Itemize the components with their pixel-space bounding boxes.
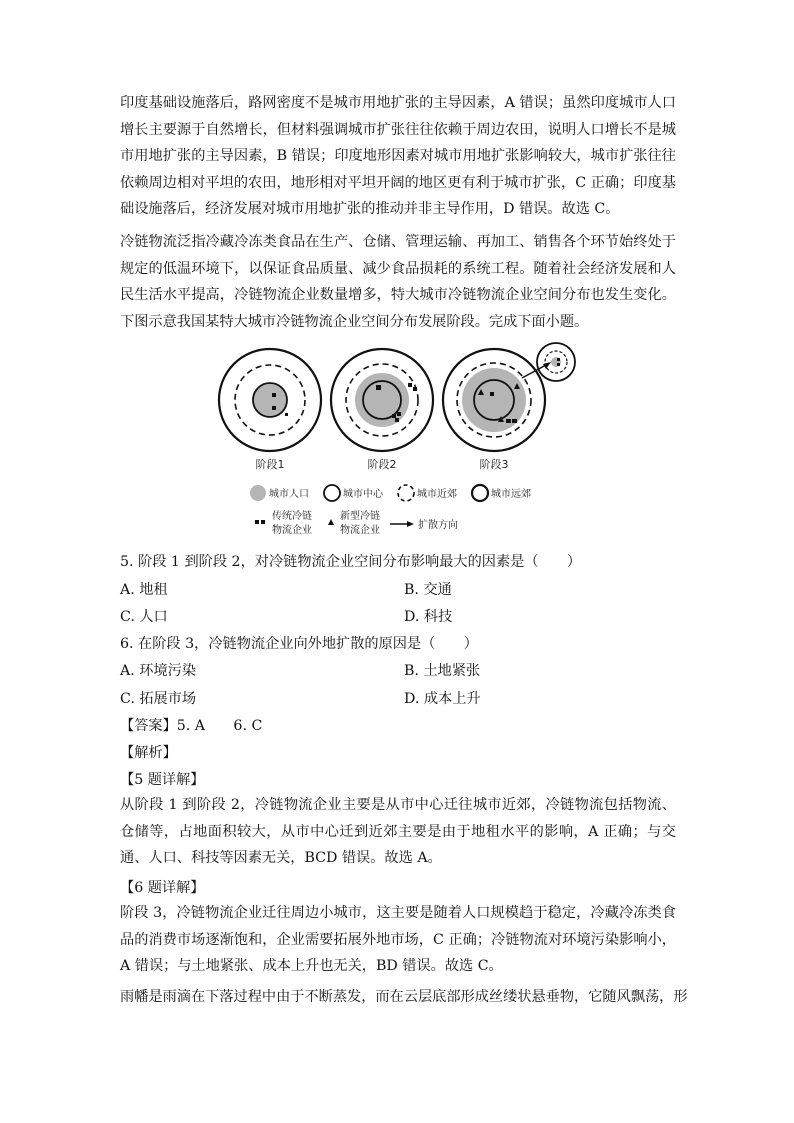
far-suburb-swatch [472,485,488,501]
analysis-label: 【解析】 [120,745,177,761]
legend-row-2 [255,509,458,536]
population-swatch [250,485,266,501]
paragraph-india-explanation: 印度基础设施落后，路网密度不是城市用地扩张的主导因素，A 错误；虽然印度城市人口增长主要源于自然增长，但材料强调城市扩张往往依赖于周边农田，说明人口增长不是城市用地扩张的主导因素，B 错误；印度地形因素对城市用地扩张影响较大，城市扩张往往依赖周边相对平坦的农田，地形相对平坦开阔的地区更有利于城市扩张，C 正确；印度基础设施落后，经济发展对城市用地扩张的推动并非主导作用，D 错误。故选 C。 [120,95,676,217]
legend-near-suburb: 城市近郊 [417,489,457,500]
q5-detail-text: 从阶段 1 到阶段 2，冷链物流企业主要是从市中心迁往城市近郊，冷链物流包括物流、仓储等，占地面积较大，从市中心迁到近郊主要是由于地租水平的影响，A 正确；与交通、人口、科技等因素无关，BCD 错误。故选 A。 [120,797,676,866]
stage-diagram-svg [210,340,590,550]
last-line: 雨幡是雨滴在下落过程中由于不断蒸发，而在云层底部形成丝缕状悬垂物，它随风飘荡，形 [120,989,688,1005]
stage-1-diagram [219,349,321,451]
question-5-option-a: A. 地租 [120,582,168,598]
traditional-enterprise-symbol [255,520,259,524]
answer-line: 【答案】5. A 6. C [120,718,263,734]
stage-2-label: 阶段2 [367,458,397,471]
legend-center: 城市中心 [343,489,383,500]
cold-chain-stage-figure [210,340,590,550]
q5-detail-label: 【5 题详解】 [120,772,205,788]
legend-far-suburb: 城市远郊 [491,489,531,500]
paragraph-cold-chain-intro: 冷链物流泛指冷藏冷冻类食品在生产、仓储、管理运输、再加工、销售各个环节始终处于规定的低温环境下，以保证食品质量、减少食品损耗的系统工程。随着社会经济发展和人民生活水平提高，冷链物流企业数量增多，特大城市冷链物流企业空间分布也发生变化。下图示意我国某特大城市冷链物流企业空间分布发展阶段。完成下面小题。 [120,234,676,330]
question-6-option-d: D. 成本上升 [404,691,481,707]
near-suburb-swatch [398,485,414,501]
stage-1-label: 阶段1 [255,458,285,471]
stage-3-diagram [443,343,575,451]
stage-3-label: 阶段3 [479,458,509,471]
question-5-stem: 5. 阶段 1 到阶段 2，对冷链物流企业空间分布影响最大的因素是（ ） [120,554,582,570]
question-5-option-b: B. 交通 [404,582,452,598]
question-6-option-b: B. 土地紧张 [404,663,481,679]
question-6-option-a: A. 环境污染 [120,663,197,679]
q6-detail-text: 阶段 3，冷链物流企业迁往周边小城市，这主要是随着人口规模趋于稳定，冷藏冷冻类食品的消费市场逐渐饱和，企业需要拓展外地市场，C 正确；冷链物流对环境污染影响小，A 错误；与土地紧张、成本上升也无关，BD 错误。故选 C。 [120,905,676,974]
question-6-option-c: C. 拓展市场 [120,691,197,707]
legend-traditional-line1: 传统冷链 [272,511,312,522]
question-5-option-d: D. 科技 [404,609,453,625]
legend-row-1 [250,485,531,501]
legend-direction: 扩散方向 [418,520,458,531]
legend-population: 城市人口 [269,489,309,500]
question-5-option-c: C. 人口 [120,609,168,625]
new-enterprise-symbol [328,519,334,525]
legend-new-line2: 物流企业 [340,525,380,536]
question-6-stem: 6. 在阶段 3，冷链物流企业向外地扩散的原因是（ ） [120,636,478,652]
center-swatch [324,485,340,501]
stage-2-diagram [331,349,433,451]
q6-detail-label: 【6 题详解】 [120,880,205,896]
legend-new-line1: 新型冷链 [340,511,380,522]
legend-traditional-line2: 物流企业 [272,525,312,536]
